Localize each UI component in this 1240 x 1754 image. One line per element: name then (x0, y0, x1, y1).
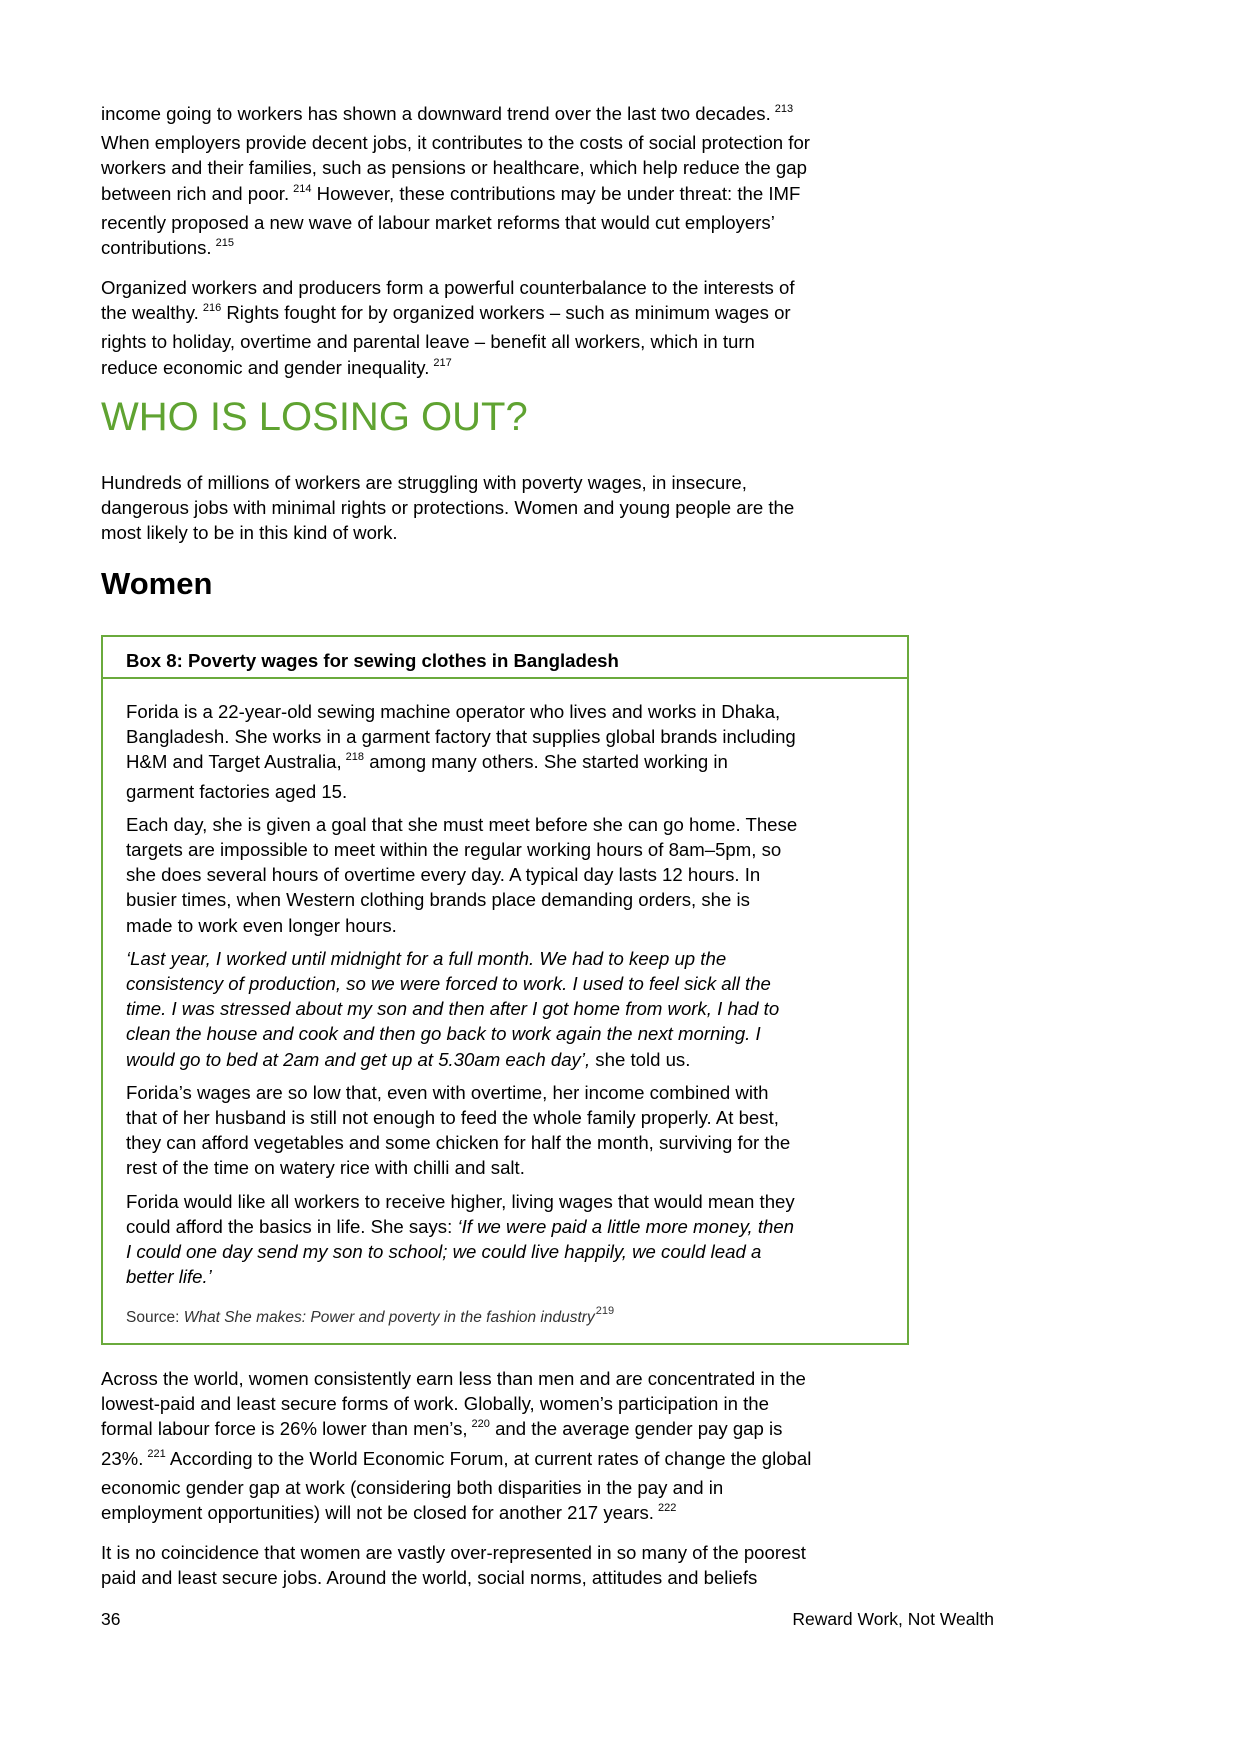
quote-text: ‘If we were paid a little more money, then I could one day send my son to school; we could live happily, we could lead a better life.’ (126, 1215, 795, 1288)
footnote-ref[interactable]: 222 (657, 1502, 677, 1515)
source-title: What She makes: Power and poverty in the fashion industry (183, 1309, 595, 1326)
footnote-ref[interactable]: 220 (471, 1418, 490, 1431)
text-run: Rights fought for by organized workers – such as minimum wages or rights to holiday, overtime and parental leave – benefit all workers, which in turn reduce economic and gender inequality. (101, 302, 791, 378)
text-run: According to the World Economic Forum, at current rates of change the global economic gender gap at work (considering both disparities in the pay and in employment opportunities) will not be closed for another 217 years. (101, 1447, 812, 1524)
text-run: When employers provide decent jobs, it contributes to the costs of social protection for workers and their families, such as pensions or healthcare, which help reduce the gap between rich and poor. (101, 132, 810, 204)
body-paragraph-2 (101, 1540, 911, 1590)
text-run: among many others. She started working in garment factories aged 15. (126, 751, 728, 802)
text-run: and the average gender pay gap is 23%. (101, 1418, 783, 1469)
text-run: she told us. (590, 1048, 691, 1070)
text-run: Hundreds of millions of workers are struggling with poverty wages, in insecure, dangerous jobs with minimal rights or protections. Women and young people are the most likely to be in this kind of work. (101, 472, 795, 544)
text-run: Across the world, women consistently earn less than men and are concentrated in the lowest-paid and least secure forms of work. Globally, women’s participation in the formal labour force is 26% lower than men’s, (101, 1368, 806, 1440)
box-title: Box 8: Poverty wages for sewing clothes in Bangladesh (126, 650, 619, 671)
source-label: Source: (126, 1309, 184, 1326)
footnote-ref[interactable]: 214 (293, 182, 312, 195)
footnote-ref[interactable]: 221 (147, 1447, 166, 1460)
text-run: Forida would like all workers to receive higher, living wages that would mean they could afford the basics in life. She says: (126, 1190, 795, 1237)
body-paragraph-1 (101, 1366, 911, 1529)
quote-text: ‘Last year, I worked until midnight for a full month. We had to keep up the consistency of production, so we were forced to work. I used to feel sick all the time. I was stressed about my son and then after I got home from work, I had to clean the house and cook and then go back to work again the next morning. I would go to bed at 2am and get up at 5.30am each day’, (126, 947, 780, 1070)
case-study-box (101, 635, 909, 1345)
text-run: income going to workers has shown a downward trend over the last two decades. (101, 103, 771, 124)
text-run: Organized workers and producers form a powerful counterbalance to the interests of the wealthy. (101, 277, 795, 324)
box-paragraph-1 (126, 699, 886, 804)
footnote-ref[interactable]: 219 (595, 1305, 615, 1317)
box-paragraph-4: Forida’s wages are so low that, even with overtime, her income combined with that of her husband is still not enough to feed the whole family properly. At best, they can afford vegetables and some chicken for half the month, surviving for the rest of the time on watery rice with chilli and salt. (126, 1081, 791, 1179)
page-number: 36 (101, 1609, 121, 1629)
subsection-heading: Women (101, 566, 213, 601)
box-paragraph-5 (126, 1189, 886, 1290)
intro-paragraph-2 (101, 275, 911, 384)
footnote-ref[interactable]: 213 (774, 103, 794, 115)
text-run: Forida is a 22-year-old sewing machine operator who lives and works in Dhaka, Bangladesh. She works in a garment factory that supplies global brands including H&M and Target Australia, (126, 701, 796, 773)
intro-paragraph-1 (101, 101, 911, 264)
report-title: Reward Work, Not Wealth (792, 1609, 994, 1629)
text-run: It is no coincidence that women are vastly over-represented in so many of the poorest paid and least secure jobs. Around the world, social norms, attitudes and beliefs (101, 1542, 806, 1589)
footnote-ref[interactable]: 215 (215, 237, 234, 250)
box-body (126, 699, 886, 1297)
box-paragraph-3 (126, 946, 886, 1072)
footnote-ref[interactable]: 216 (202, 302, 222, 315)
section-intro-paragraph (101, 470, 911, 546)
box-source (126, 1305, 615, 1327)
box-divider (103, 677, 907, 679)
text-run: However, these contributions may be under threat: the IMF recently proposed a new wave of labour market reforms that would cut employers’ contributions. (101, 182, 801, 259)
box-paragraph-2: Each day, she is given a goal that she must meet before she can go home. These targets are impossible to meet within the regular working hours of 8am–5pm, so she does several hours of overtime every day. A typical day lasts 12 hours. In busier times, when Western clothing brands place demanding orders, she is made to work even longer hours. (126, 813, 798, 936)
footnote-ref[interactable]: 218 (345, 751, 365, 764)
section-heading: WHO IS LOSING OUT? (101, 395, 528, 439)
footnote-ref[interactable]: 217 (433, 356, 452, 369)
